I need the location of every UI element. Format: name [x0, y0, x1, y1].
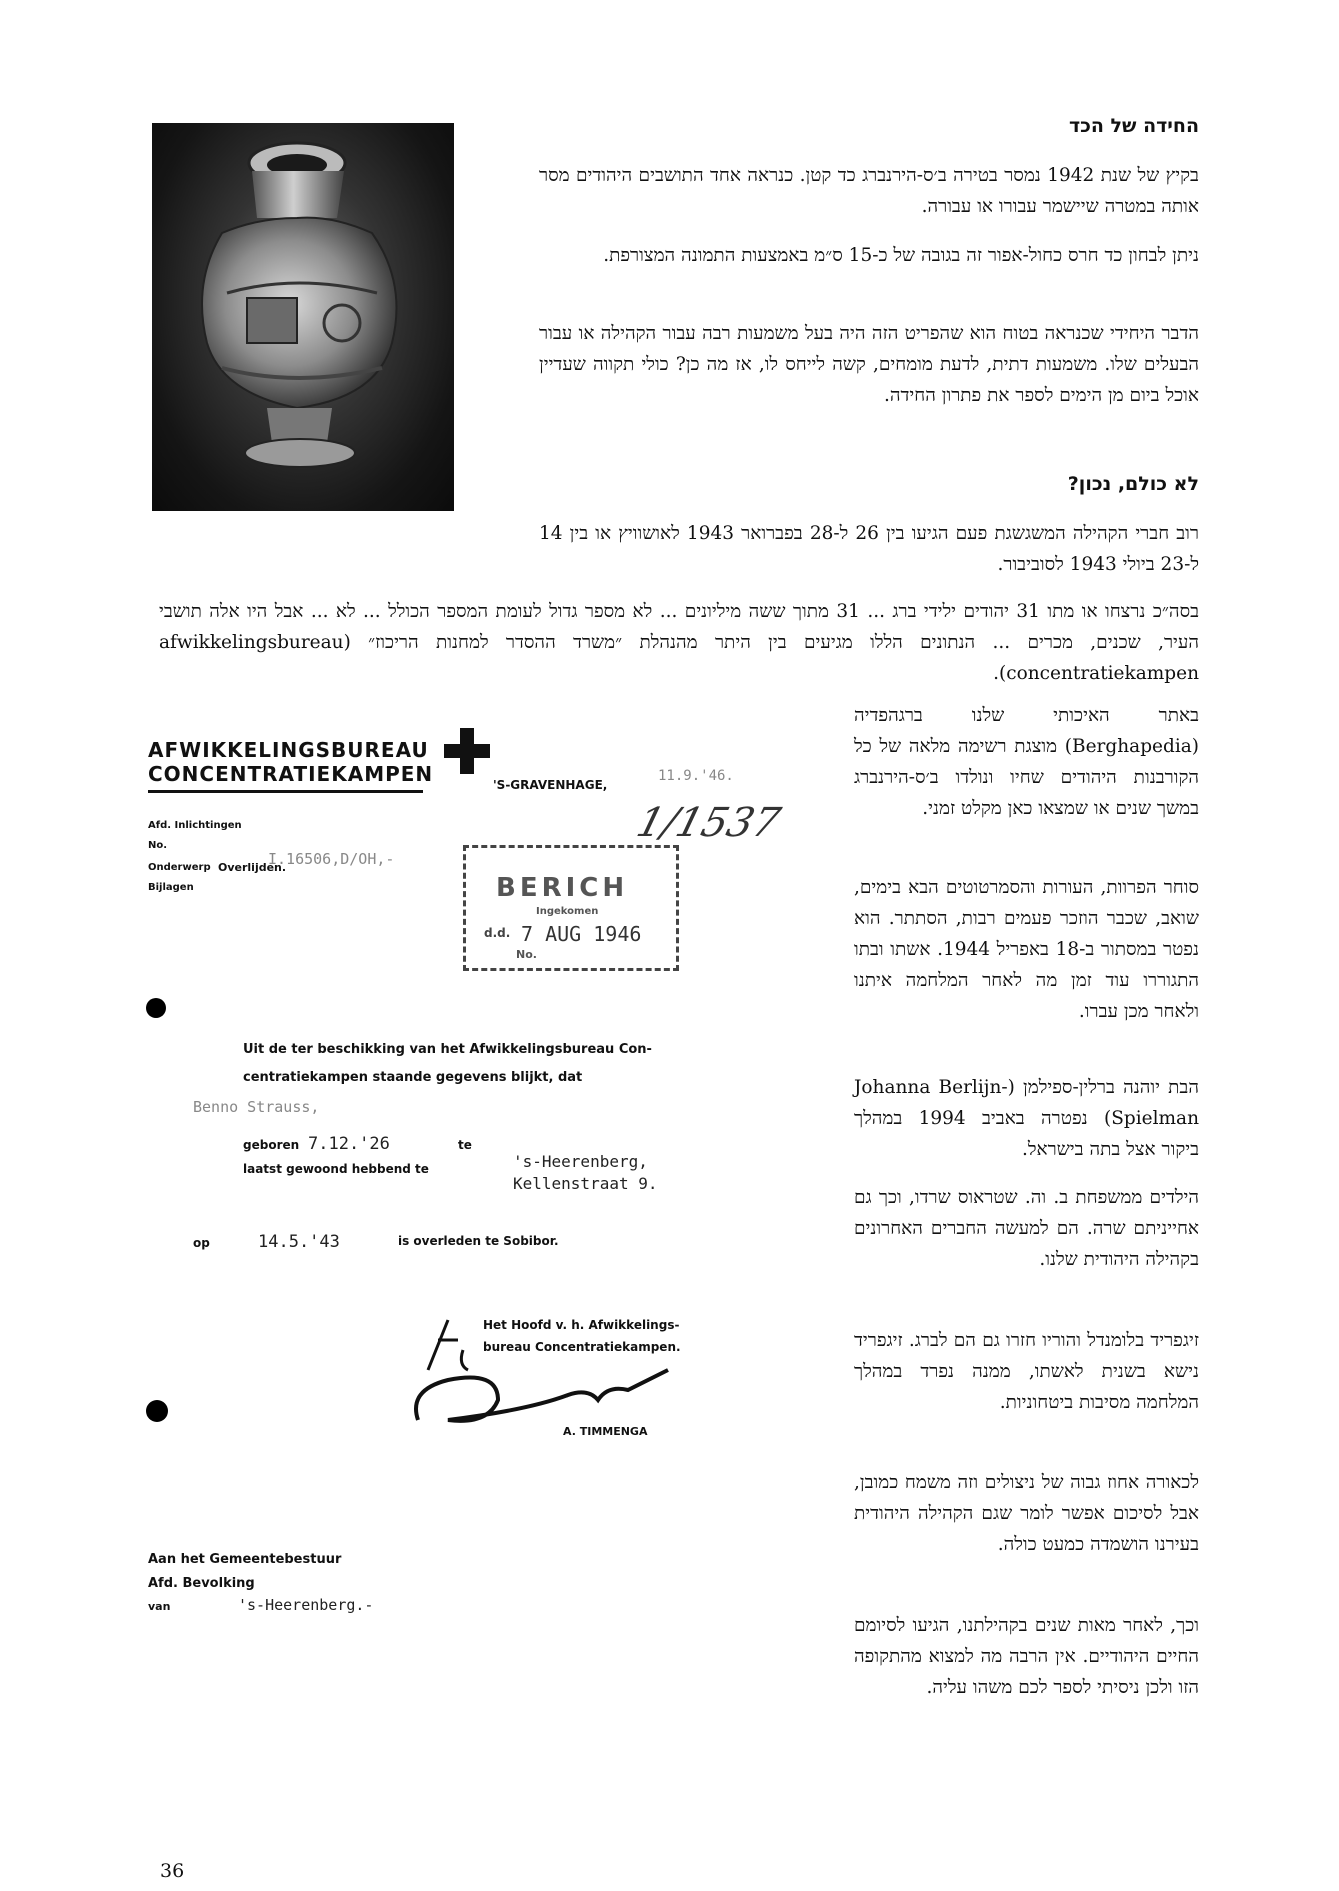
sign-name: A. TIMMENGA: [563, 1425, 648, 1438]
body-line-2: centratiekampen staande gegevens blijkt, dat: [243, 1070, 583, 1085]
stamp-sub: Ingekomen: [536, 906, 599, 917]
born-date: 7.12.'26: [308, 1134, 390, 1154]
label-onderwerp: Onderwerp: [148, 862, 211, 873]
lived-place-2: Kellenstraat 9.: [513, 1174, 658, 1193]
stamp-name: BERICH: [496, 873, 629, 903]
received-stamp: [463, 845, 679, 971]
subject: Overlijden.: [218, 861, 287, 874]
org-underline: [148, 790, 423, 793]
sign-line-1: Het Hoofd v. h. Afwikkelings-: [483, 1318, 680, 1332]
label-no: No.: [148, 840, 168, 851]
stamp-d: d.d.: [484, 926, 511, 940]
stamp-no: No.: [516, 948, 537, 961]
org-name-line-1: AFWIKKELINGSBUREAU: [148, 738, 429, 762]
org-name-line-2: CONCENTRATIEKAMPEN: [148, 762, 434, 786]
section-title-riddle: החידה של הכד: [1068, 115, 1199, 137]
riddle-paragraph-1: בקיץ של שנת 1942 נמסר בטירה ב׳ס-הירנברג כד קטן. כנראה אחד התושבים היהודים מסר אותה במטרה שיישמר עבורו או עבורה.: [539, 165, 1199, 217]
right-paragraph-3: הבת יוהנה ברלין-ספילמן (Johanna Berlijn-Spielman) נפטרה באביב 1994 במהלך ביקור אצל בתה בישראל.: [854, 1077, 1199, 1160]
death-certificate-document: [138, 720, 818, 1650]
page-number: 36: [160, 1860, 185, 1882]
body-line-1: Uit de ter beschikking van het Afwikkelingsbureau Con-: [243, 1042, 652, 1057]
label-afd: Afd. Inlichtingen: [148, 820, 242, 831]
born-te: te: [458, 1138, 472, 1152]
addr-line-3-value: 's-Heerenberg.-: [238, 1596, 374, 1614]
riddle-paragraph-3: הדבר היחידי שכנראה בטוח הוא שהפריט הזה היה בעל משמעות רבה עבור הקהילה או עבור הבעלים שלו. משמעות דתית, לדעת מומחים, קשה לייחס לו, אז מה כן? כולי תקווה שעדיין אוכל ביום מן הימים לספר את פתרון החידה.: [539, 323, 1199, 406]
ref-number: I.16506,D/OH,-: [268, 850, 395, 868]
died-op: op: [193, 1236, 210, 1250]
addr-line-3-label: van: [148, 1600, 171, 1613]
date-top: 11.9.'46.: [658, 768, 734, 784]
lived-label: laatst gewoond hebbend te: [243, 1162, 429, 1176]
not-all-paragraph-1: רוב חברי הקהילה המשגשגת פעם הגיעו בין 26 ל-28 בפברואר 1943 לאושוויץ או בין 14 ל-23 ביולי 1943 לסוביבור.: [539, 523, 1199, 575]
sign-line-2: bureau Concentratiekampen.: [483, 1340, 681, 1354]
right-paragraph-6: לכאורה אחוז גבוה של ניצולים וזה משמח כמובן, אבל לסיכום אפשר לומר שגם הקהילה היהודית בעירנו הושמדה כמעט כולה.: [854, 1472, 1199, 1555]
person-name: Benno Strauss,: [193, 1098, 320, 1116]
handwritten-ref: 1/1537: [631, 800, 785, 846]
handwritten-signature: [388, 1310, 718, 1430]
not-all-paragraph-2: בסה״כ נרצחו או מתו 31 יהודים ילידי ברג ... 31 מתוך ששה מיליונים ... לא מספר גדול לעומת המספר הכולל ... לא ... אבל היו אלה תושבי העיר, שכנים, מכרים ... הנתונים הללו מגיעים בין היתר מהנהלת ״משרד ההסדר למחנות הריכוז״ (afwikkelingsbureau concentratiekampen).: [159, 601, 1200, 684]
riddle-paragraph-2: ניתן לבחון כד חרס כחול-אפור זה בגובה של כ-15 ס״מ באמצעות התמונה המצורפת.: [603, 245, 1199, 266]
lived-place-1: 's-Heerenberg,: [513, 1152, 648, 1171]
stamp-date: 7 AUG 1946: [521, 922, 642, 946]
section-title-not-all: לא כולם, נכון?: [1067, 473, 1199, 495]
hole-punch-bottom: [146, 1400, 168, 1422]
red-cross-icon: [444, 728, 490, 774]
label-bijlagen: Bijlagen: [148, 882, 194, 893]
hole-punch-top: [146, 998, 166, 1018]
died-text: is overleden te Sobibor.: [398, 1234, 559, 1248]
right-paragraph-4: הילדים ממשפחת ב. וה. שטראוס שרדו, וכך גם אחייניתם שרה. הם למעשה החברים האחרונים בקהילה היהודית שלנו.: [854, 1187, 1199, 1270]
right-paragraph-2: סוחר הפרוות, העורות והסמרטוטים הבא בימים, שואב, שכבר הוזכר פעמים רבות, הסתתר. הוא נפטר במסתור ב-18 באפריל 1944. אשתו ובתו התגוררו עוד זמן מה לאחר המלחמה איתנו ולאחר מכן עברו.: [854, 877, 1199, 1022]
jug-photo: [152, 123, 454, 511]
died-date: 14.5.'43: [258, 1232, 340, 1252]
right-paragraph-1: באתר האיכותי שלנו ברגהפדיה (Berghapedia) מוצגת רשימה מלאה של כל הקורבנות היהודים שחיו ונולדו ב׳ס-הירנברג במשך שנים או שמצאו כאן מקלט זמני.: [854, 705, 1199, 819]
addr-line-1: Aan het Gemeentebestuur: [148, 1552, 342, 1567]
right-paragraph-7: וכך, לאחר מאות שנים בקהילתנו, הגיעו לסיומם החיים היהודיים. אין הרבה מה למצוא מהתקופה הזו ולכן ניסיתי לספר לכם משהו עליה.: [854, 1615, 1199, 1698]
born-label: geboren: [243, 1138, 300, 1152]
jug-illustration: [152, 123, 454, 511]
right-paragraph-5: זיגפריד בלומנדל והוריו חזרו גם הם לברג. זיגפריד נישא בשנית לאשתו, ממנה נפרד במהלך המלחמה מסיבות ביטחוניות.: [854, 1330, 1199, 1413]
city: 'S-GRAVENHAGE,: [493, 778, 608, 792]
addr-line-2: Afd. Bevolking: [148, 1576, 255, 1591]
